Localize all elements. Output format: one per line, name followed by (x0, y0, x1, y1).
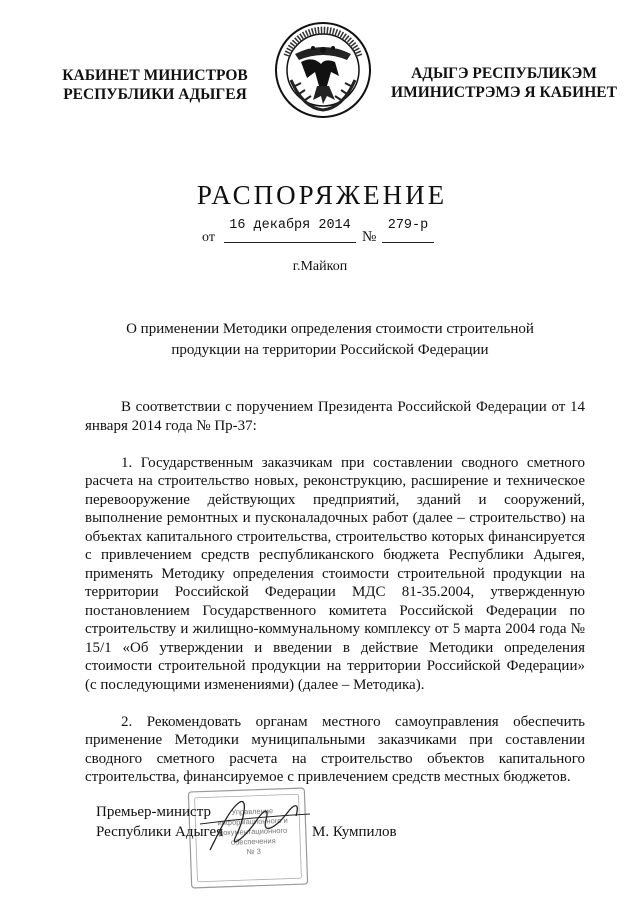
date-underline (224, 242, 356, 243)
document-type-title: РАСПОРЯЖЕНИЕ (196, 180, 448, 210)
document-date: 16 декабря 2014 (229, 218, 351, 233)
signer-position-line2: Республики Адыгея (96, 824, 224, 840)
ministry-name-line1: КАБИНЕТ МИНИСТРОВ (62, 67, 248, 84)
signer-position-line1: Премьер-министр (96, 804, 211, 820)
subject-line1: О применении Методики определения стоимости строительной (126, 321, 534, 337)
stamp-line1: Управление (231, 806, 274, 817)
document-subject (110, 319, 550, 361)
signature-block (96, 802, 566, 842)
number-sign: № (362, 229, 377, 245)
ministry-name-russian (60, 66, 250, 104)
stamp-line5: № 3 (246, 846, 261, 857)
date-number-line (200, 218, 460, 244)
ministry-name-adyghe (384, 64, 624, 102)
adyghe-name-line2: ИМИНИСТРЭМЭ Я КАБИНЕТ (391, 84, 617, 101)
issue-city: г.Майкоп (292, 259, 348, 274)
signer-name: М. Кумпилов (312, 824, 397, 840)
document-number: 279-р (387, 218, 429, 233)
preamble-paragraph: В соответствии с поручением Президента Российской Федерации от 14 января 2014 года № Пр-37: (85, 399, 585, 434)
date-prefix: от (202, 230, 215, 245)
stamp-line3: документационного (218, 825, 288, 838)
subject-line2: продукции на территории Российской Федерации (171, 342, 489, 358)
item-2-paragraph: 2. Рекомендовать органам местного самоуправления обеспечить применение Методики муниципальными заказчиками при составлении сводного сметного расчета на строительство объектов капитального строительства, финансируемое с привлечением средств местных бюджетов. (85, 713, 585, 785)
stamp-line4: обеспечения (230, 836, 276, 847)
item-1-paragraph: 1. Государственным заказчикам при составлении сводного сметного расчета на строительство новых, реконструкцию, расширение и техническое перевооружение действующих предприятий, зданий и сооружений, выполнение ремонтных и пусконаладочных работ (далее – строительство) на объектах капитального строительства, строительство которых финансируется с привлечением средств республиканского бюджета Республики Адыгея, применять Методику определения стоимости строительной продукции на территории Российской Федерации МДС 81-35.2004, утвержденную постановлением Государственного комитета Российской Федерации по строительству и жилищно-коммунальному комплексу от 5 марта 2004 года № 15/1 «Об утверждении и введении в действие Методики определения стоимости строительной продукции на территории Российской Федерации» (с последующими изменениями) (далее – Методика). (85, 454, 585, 693)
stamp-line2: информационного и (217, 815, 288, 828)
document-body (85, 398, 585, 787)
coat-of-arms-emblem (273, 20, 373, 120)
ministry-name-line2: РЕСПУБЛИКИ АДЫГЕЯ (63, 86, 247, 103)
handwritten-signature (170, 790, 320, 860)
number-underline (382, 242, 434, 243)
adyghe-name-line1: АДЫГЭ РЕСПУБЛИКЭМ (411, 65, 597, 82)
